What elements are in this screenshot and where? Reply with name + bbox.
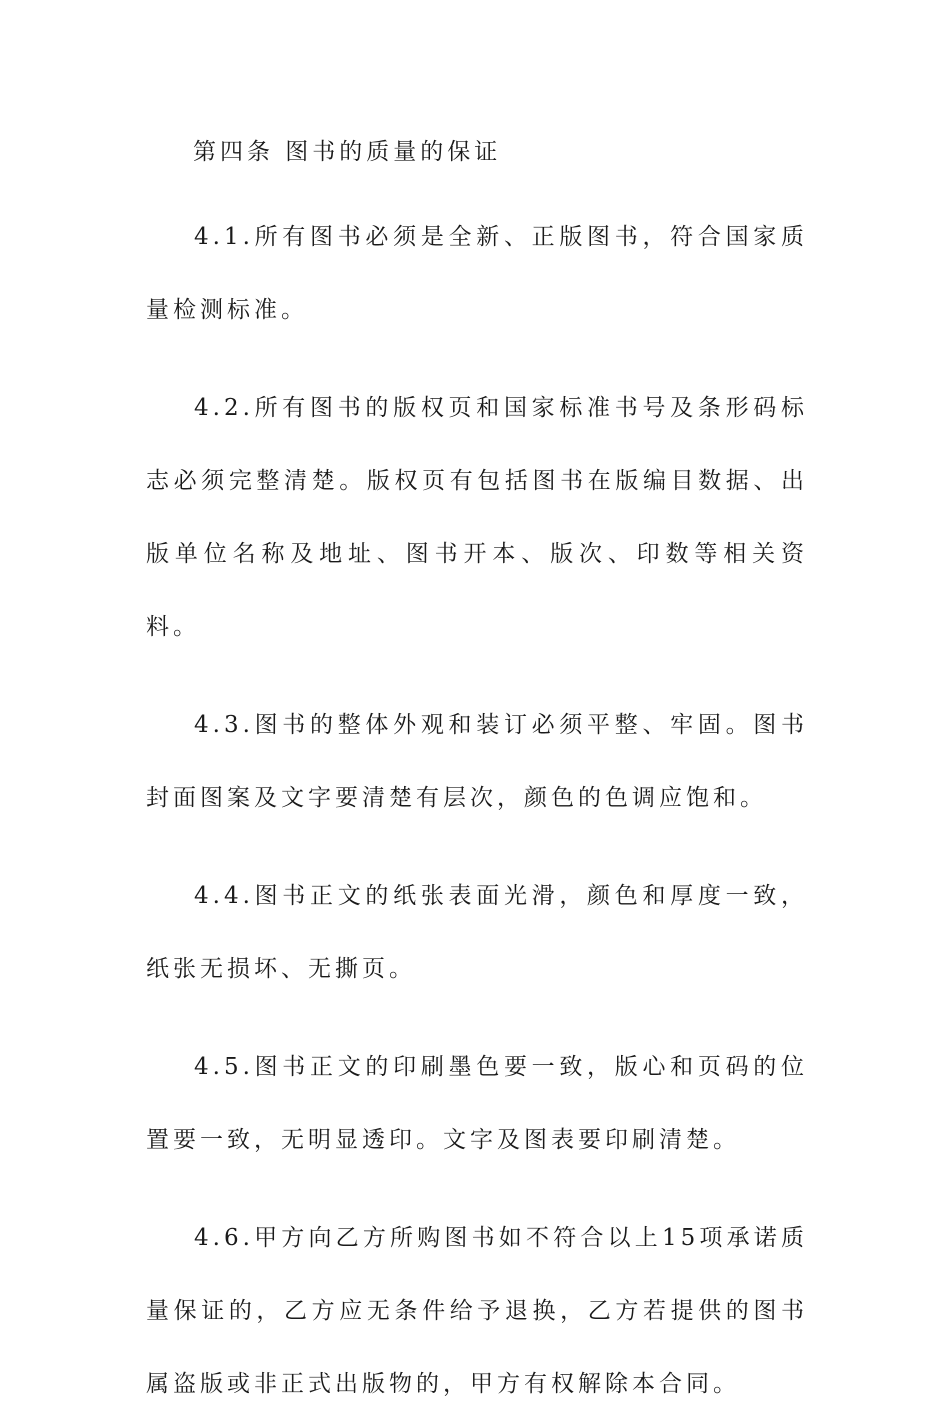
clause-4-6: 4.6.甲方向乙方所购图书如不符合以上15项承诺质量保证的，乙方应无条件给予退换，乙方若提供的图书属盗版或非正式出版物的，甲方有权解除本合同。 bbox=[146, 1225, 808, 1397]
clause-4-5: 4.5.图书正文的印刷墨色要一致，版心和页码的位置要一致，无明显透印。文字及图表要印刷清楚。 bbox=[146, 1054, 808, 1153]
article-heading: 第四条 图书的质量的保证 bbox=[193, 139, 502, 165]
document-body bbox=[146, 128, 808, 1421]
clause-4-2: 4.2.所有图书的版权页和国家标准书号及条形码标志必须完整清楚。版权页有包括图书在版编目数据、出版单位名称及地址、图书开本、版次、印数等相关资料。 bbox=[146, 395, 808, 640]
clause-4-1: 4.1.所有图书必须是全新、正版图书，符合国家质量检测标准。 bbox=[146, 224, 808, 323]
clause-4-3: 4.3.图书的整体外观和装订必须平整、牢固。图书封面图案及文字要清楚有层次，颜色的色调应饱和。 bbox=[146, 712, 808, 811]
clause-4-4: 4.4.图书正文的纸张表面光滑，颜色和厚度一致，纸张无损坏、无撕页。 bbox=[146, 883, 808, 982]
